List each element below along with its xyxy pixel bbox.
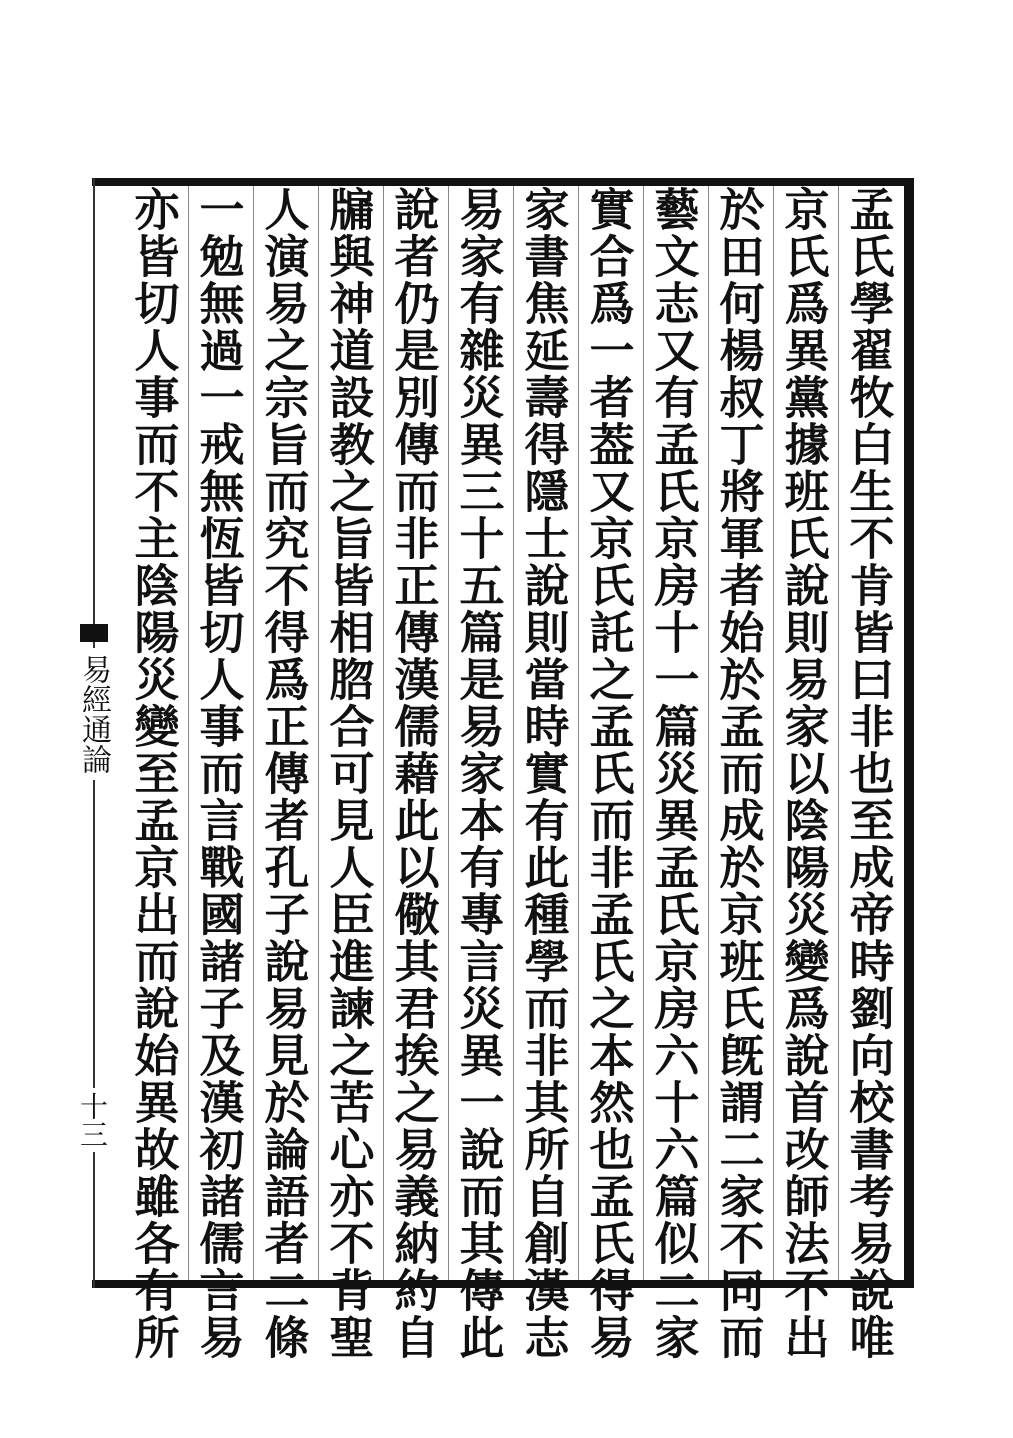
text-column-11 — [186, 186, 250, 1361]
text-line: 京氏爲異黨據班氏說則易家以陰陽災變爲說首改師法不出 — [776, 186, 830, 1361]
text-column-7 — [446, 186, 510, 1361]
leaf-number: 十三 — [78, 1088, 106, 1152]
center-margin — [74, 178, 114, 1288]
text-line: 一勉無過一戒無恆皆切人事而言戰國諸子及漢初諸儒言易 — [191, 186, 245, 1361]
text-line: 人演易之宗旨而究不得爲正傳者孔子說易見於論語者二條 — [256, 186, 310, 1361]
text-line: 孟氏學翟牧白生不肯皆曰非也至成帝時劉向校書考易說唯 — [841, 186, 895, 1361]
text-column-5 — [576, 186, 640, 1361]
text-line: 於田何楊叔丁將軍者始於孟而成於京班氏旣謂二家不同而 — [711, 186, 765, 1361]
text-column-10 — [251, 186, 315, 1361]
text-line: 藝文志又有孟氏京房十一篇災異孟氏京房六十六篇似二家 — [646, 186, 700, 1361]
text-column-9 — [316, 186, 380, 1361]
text-line: 說者仍是別傳而非正傳漢儒藉此以儆其君挨之易義納約自 — [386, 186, 440, 1361]
text-line: 牖與神道設教之旨皆相脗合可見人臣進諫之苦心亦不背聖 — [321, 186, 375, 1361]
text-line: 實合爲一者葢又京氏託之孟氏而非孟氏之本然也孟氏得易 — [581, 186, 635, 1361]
text-line: 易家有雜災異三十五篇是易家本有專言災異一說而其傳此 — [451, 186, 505, 1361]
text-block — [120, 186, 900, 1361]
text-column-2 — [771, 186, 835, 1361]
text-line: 亦皆切人事而不主陰陽災變至孟京出而說始異故雖各有所 — [126, 186, 180, 1361]
text-line: 家書焦延壽得隱士說則當時實有此種學而非其所自創漢志 — [516, 186, 570, 1361]
text-column-12 — [121, 186, 185, 1361]
text-column-4 — [641, 186, 705, 1361]
text-column-8 — [381, 186, 445, 1361]
fishtail-mark — [80, 624, 108, 642]
text-column-1 — [836, 186, 900, 1361]
text-column-6 — [511, 186, 575, 1361]
text-column-3 — [706, 186, 770, 1361]
book-title: 易經通論 — [78, 648, 108, 780]
